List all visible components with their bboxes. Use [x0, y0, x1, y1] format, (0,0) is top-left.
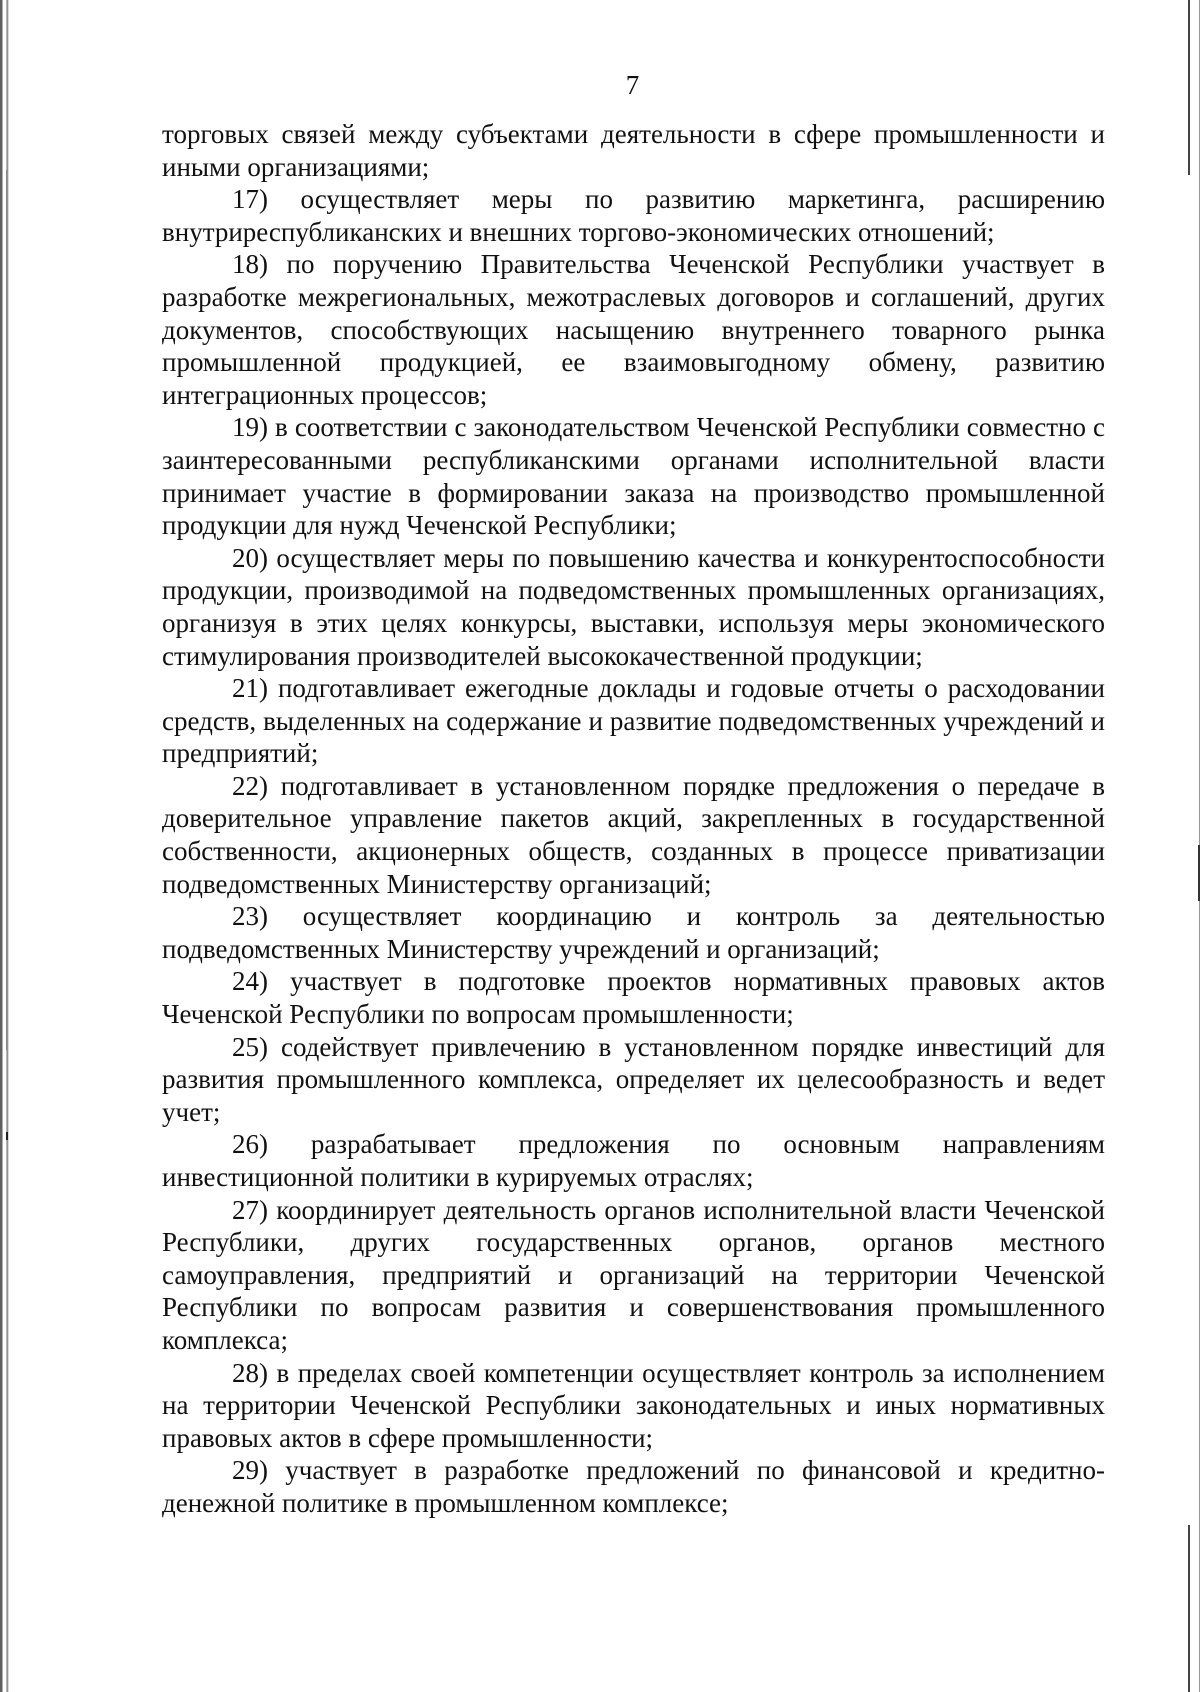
list-item-27: 27) координирует деятельность органов исполнительной власти Чеченской Республики, других государственных органов, органов местного самоуправления, предприятий и организаций на территории Чеченской Республики по вопросам развития и совершенствования промышленного комплекса; — [162, 1194, 1105, 1355]
list-item-19: 19) в соответствии с законодательством Чеченской Республики совместно с заинтересованными республиканскими органами исполнительной власти принимает участие в формировании заказа на производство промышленной продукции для нужд Чеченской Республики; — [162, 412, 1105, 541]
scan-left-line — [6, 170, 7, 1050]
list-item-23: 23) осуществляет координацию и контроль за деятельностью подведомственных Министерству учреждений и организаций; — [162, 901, 1105, 964]
list-item-21: 21) подготавливает ежегодные доклады и годовые отчеты о расходовании средств, выделенных на содержание и развитие подведомственных учреждений и предприятий; — [162, 673, 1105, 769]
scan-right-edge-bottom — [1188, 1525, 1190, 1692]
list-item-24: 24) участвует в подготовке проектов нормативных правовых актов Чеченской Республики по вопросам промышленности; — [162, 966, 1105, 1030]
list-item-25: 25) содействует привлечению в установленном порядке инвестиций для развития промышленного комплекса, определяет их целесообразность и ведет учет; — [162, 1031, 1105, 1127]
list-item-18: 18) по поручению Правительства Чеченской Республики участвует в разработке межрегиональных, межотраслевых договоров и соглашений, других документов, способствующих насыщению внутреннего товарного рынка промышленной продукцией, ее взаимовыгодному обмену, развитию интеграционных процессов; — [162, 249, 1105, 410]
page-number: 7 — [625, 70, 640, 100]
list-item-26: 26) разрабатывает предложения по основным направлениям инвестиционной политики в курируемых отраслях; — [162, 1129, 1105, 1192]
paragraph-continuation: торговых связей между субъектами деятельности в сфере промышленности и иными организациями; — [162, 119, 1105, 182]
scan-speck — [6, 1132, 8, 1140]
list-item-28: 28) в пределах своей компетенции осуществляет контроль за исполнением на территории Чеченской Республики законодательных и иных нормативных правовых актов в сфере промышленности; — [162, 1357, 1105, 1453]
list-item-22: 22) подготавливает в установленном порядке предложения о передаче в доверительное управление пакетов акций, закрепленных в государственной собственности, акционерных обществ, созданных в процессе приватизации подведомственных Министерству организаций; — [162, 770, 1105, 899]
list-item-17: 17) осуществляет меры по развитию маркетинга, расширению внутриреспубликанских и внешних торгово-экономических отношений; — [162, 184, 1105, 247]
list-item-20: 20) осуществляет меры по повышению качества и конкурентоспособности продукции, производимой на подведомственных промышленных организациях, организуя в этих целях конкурсы, выставки, используя меры экономического стимулирования производителей высококачественной продукции; — [162, 542, 1105, 671]
scan-left-edge — [0, 0, 9, 1692]
document-body — [162, 118, 1105, 1520]
list-item-29: 29) участвует в разработке предложений по финансовой и кредитно-денежной политике в промышленном комплексе; — [162, 1455, 1105, 1518]
